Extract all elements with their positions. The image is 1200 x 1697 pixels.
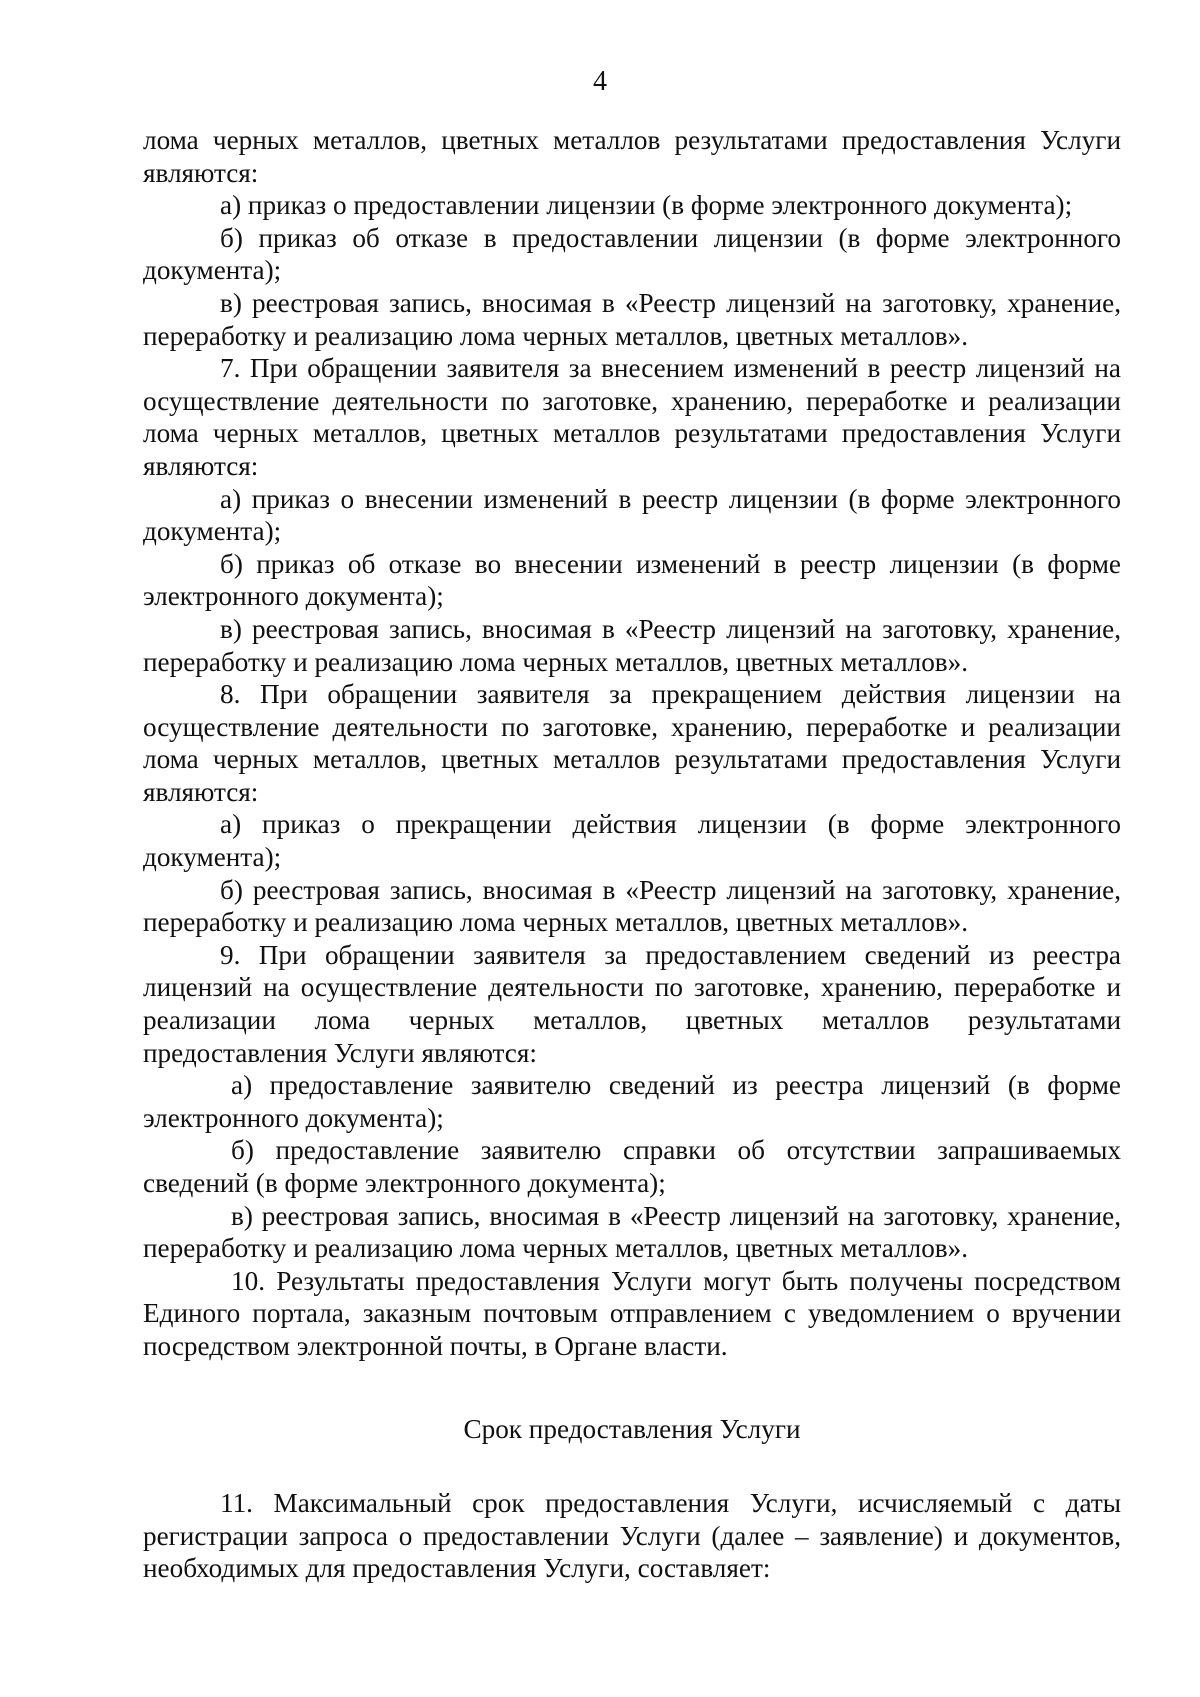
list-item-7c: в) реестровая запись, вносимая в «Реестр лицензий на заготовку, хранение, переработку и реализацию лома черных металлов, цветных металлов». [143,613,1121,677]
list-item-9c: в) реестровая запись, вносимая в «Реестр лицензий на заготовку, хранение, переработку и реализацию лома черных металлов, цветных металлов». [143,1200,1121,1264]
paragraph-continuation: лома черных металлов, цветных металлов результатами предоставления Услуги являются: [143,125,1121,188]
list-item-6b: б) приказ об отказе в предоставлении лицензии (в форме электронного документа); [143,222,1121,286]
paragraph-8: 8. При обращении заявителя за прекращением действия лицензии на осуществление деятельности по заготовке, хранению, переработке и реализации лома черных металлов, цветных металлов результатами предоставления Услуги являются: [143,679,1121,807]
list-item-9a: а) предоставление заявителю сведений из реестра лицензий (в форме электронного документа); [143,1070,1121,1133]
page-number: 4 [593,66,607,97]
paragraph-7: 7. При обращении заявителя за внесением изменений в реестр лицензий на осуществление деятельности по заготовке, хранению, переработке и реализации лома черных металлов, цветных металлов результатами предоставления Услуги являются: [143,353,1121,481]
list-item-6a: а) приказ о предоставлении лицензии (в форме электронного документа); [220,190,1073,221]
list-item-8b: б) реестровая запись, вносимая в «Реестр лицензий на заготовку, хранение, переработку и реализацию лома черных металлов, цветных металлов». [143,874,1121,938]
list-item-8a: а) приказ о прекращении действия лицензии (в форме электронного документа); [143,809,1121,873]
list-item-9b: б) предоставление заявителю справки об отсутствии запрашиваемых сведений (в форме электронного документа); [143,1135,1121,1198]
paragraph-11: 11. Максимальный срок предоставления Услуги, исчисляемый с даты регистрации запроса о предоставлении Услуги (далее – заявление) и документов, необходимых для предоставления Услуги, составляет: [143,1488,1121,1584]
document-body [143,124,1121,1585]
section-heading: Срок предоставления Услуги [463,1413,801,1444]
list-item-6c: в) реестровая запись, вносимая в «Реестр лицензий на заготовку, хранение, переработку и реализацию лома черных металлов, цветных металлов». [143,287,1121,351]
paragraph-10: 10. Результаты предоставления Услуги могут быть получены посредством Единого портала, заказным почтовым отправлением с уведомлением о вручении посредством электронной почты, в Органе власти. [143,1265,1121,1361]
paragraph-9: 9. При обращении заявителя за предоставлением сведений из реестра лицензий на осуществление деятельности по заготовке, хранению, переработке и реализации лома черных металлов, цветных металлов результатами предоставления Услуги являются: [143,939,1121,1068]
list-item-7b: б) приказ об отказе во внесении изменений в реестр лицензии (в форме электронного документа); [143,548,1121,612]
list-item-7a: а) приказ о внесении изменений в реестр лицензии (в форме электронного документа); [143,483,1121,547]
